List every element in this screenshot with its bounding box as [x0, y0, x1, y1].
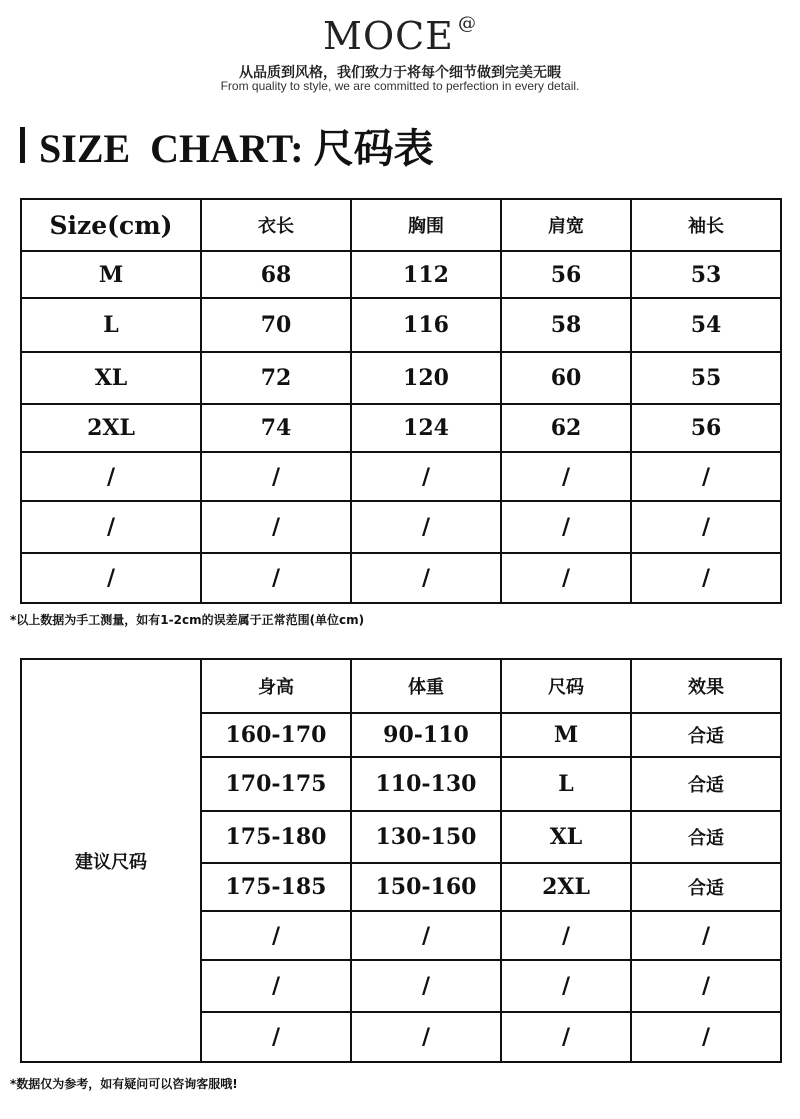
size-chart-table — [20, 198, 782, 604]
table-cell: / — [501, 553, 631, 603]
table-cell: 55 — [631, 352, 781, 404]
table-cell: / — [631, 1012, 781, 1062]
table-cell: 112 — [351, 251, 501, 298]
table-cell: / — [201, 501, 351, 553]
header-cell: 袖长 — [631, 199, 781, 251]
table-cell: L — [501, 757, 631, 811]
table-cell: 124 — [351, 404, 501, 452]
table-cell: 150-160 — [351, 863, 501, 911]
page-title: SIZE CHART: 尺码表 — [39, 125, 434, 171]
table-cell: / — [201, 553, 351, 603]
table-cell: 62 — [501, 404, 631, 452]
table-cell: / — [351, 553, 501, 603]
table-row — [21, 452, 781, 501]
brand-logo — [0, 14, 800, 58]
reference-note: *数据仅为参考，如有疑问可以咨询客服哦! — [10, 1077, 238, 1091]
table-cell: / — [201, 1012, 351, 1062]
header-cell: 体重 — [351, 659, 501, 713]
table-cell: / — [351, 960, 501, 1012]
table-cell: L — [21, 298, 201, 352]
table-cell: 合适 — [631, 757, 781, 811]
table-cell: / — [201, 911, 351, 960]
table-cell: 116 — [351, 298, 501, 352]
section-heading — [20, 120, 434, 170]
table-cell: 70 — [201, 298, 351, 352]
table-cell: / — [351, 1012, 501, 1062]
header-cell: 胸围 — [351, 199, 501, 251]
table-cell: / — [501, 960, 631, 1012]
table-cell: 72 — [201, 352, 351, 404]
table-cell: 130-150 — [351, 811, 501, 863]
table-cell: 175-180 — [201, 811, 351, 863]
header-cell: Size(cm) — [21, 199, 201, 251]
table-row — [21, 352, 781, 404]
table-cell: M — [21, 251, 201, 298]
table-cell: 170-175 — [201, 757, 351, 811]
table-cell: 53 — [631, 251, 781, 298]
table-cell: XL — [21, 352, 201, 404]
table-cell: 合适 — [631, 811, 781, 863]
table-cell: 90-110 — [351, 713, 501, 757]
table-cell: 2XL — [21, 404, 201, 452]
recommended-size-table — [20, 658, 782, 1063]
table-cell: / — [501, 1012, 631, 1062]
table-cell: 175-185 — [201, 863, 351, 911]
table-cell: 110-130 — [351, 757, 501, 811]
measurement-note: *以上数据为手工测量，如有1-2cm的误差属于正常范围(单位cm) — [10, 613, 365, 627]
table-cell: / — [21, 501, 201, 553]
brand-name: MOCE — [323, 14, 454, 58]
table-cell: / — [21, 452, 201, 501]
table-cell: 54 — [631, 298, 781, 352]
table-cell: / — [201, 452, 351, 501]
header-cell: 身高 — [201, 659, 351, 713]
table-cell: 合适 — [631, 863, 781, 911]
table-cell: / — [501, 452, 631, 501]
recommend-label: 建议尺码 — [21, 659, 201, 1062]
table-cell: 2XL — [501, 863, 631, 911]
table-cell: / — [631, 501, 781, 553]
table-cell: 120 — [351, 352, 501, 404]
header-cell: 肩宽 — [501, 199, 631, 251]
table-cell: / — [21, 553, 201, 603]
table-row — [21, 501, 781, 553]
tagline-english: From quality to style, we are committed to perfection in every detail. — [220, 79, 580, 93]
table-cell: XL — [501, 811, 631, 863]
header-cell: 衣长 — [201, 199, 351, 251]
heading-bar — [20, 127, 25, 163]
table-row — [21, 298, 781, 352]
table-cell: 56 — [631, 404, 781, 452]
header-cell: 效果 — [631, 659, 781, 713]
table-cell: 60 — [501, 352, 631, 404]
recommend-table-header — [21, 659, 781, 713]
table-cell: 58 — [501, 298, 631, 352]
table-cell: 74 — [201, 404, 351, 452]
table-cell: / — [201, 960, 351, 1012]
table-cell: / — [351, 452, 501, 501]
table-row — [21, 251, 781, 298]
table-cell: / — [631, 452, 781, 501]
table-cell: / — [501, 501, 631, 553]
table-cell: 68 — [201, 251, 351, 298]
tagline-chinese: 从品质到风格，我们致力于将每个细节做到完美无暇 — [239, 65, 561, 81]
table-cell: / — [631, 911, 781, 960]
table-row — [21, 553, 781, 603]
table-cell: / — [351, 911, 501, 960]
table-cell: M — [501, 713, 631, 757]
header-cell: 尺码 — [501, 659, 631, 713]
brand-mark: @ — [457, 13, 477, 35]
table-row — [21, 404, 781, 452]
table-cell: / — [631, 960, 781, 1012]
table-cell: 合适 — [631, 713, 781, 757]
table-cell: / — [501, 911, 631, 960]
table-cell: 160-170 — [201, 713, 351, 757]
table-cell: / — [351, 501, 501, 553]
table-cell: / — [631, 553, 781, 603]
size-table-header — [21, 199, 781, 251]
table-cell: 56 — [501, 251, 631, 298]
